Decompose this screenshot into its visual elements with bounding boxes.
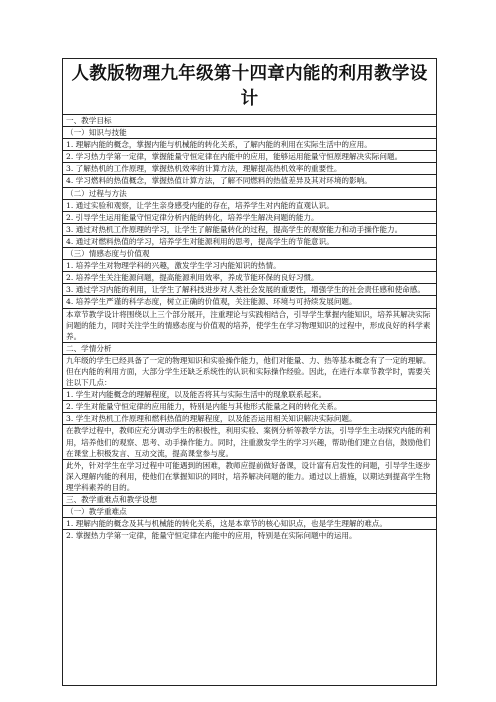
document-line: 1. 理解内能的概念，掌握内能与机械能的转化关系，了解内能的利用在实际生活中的应用。 — [63, 139, 436, 151]
document-line: 2. 引导学生运用能量守恒定律分析内能的转化，培养学生解决问题的能力。 — [63, 212, 436, 224]
document-table — [62, 58, 437, 686]
document-line: 3. 学生对热机工作原理和燃料热值的理解程度，以及能否运用相关知识解决实际问题。 — [63, 413, 436, 425]
document-line: 1. 学生对内能概念的理解程度，以及能否将其与实际生活中的现象联系起来。 — [63, 389, 436, 401]
document-line: 1. 通过实验和观察，让学生亲身感受内能的存在，培养学生对内能的直观认识。 — [63, 200, 436, 212]
document-line: 2. 掌握热力学第一定律，能量守恒定律在内能中的应用，特别是在实际问题中的运用。 — [66, 531, 357, 541]
document-line: 1. 理解内能的概念及其与机械能的转化关系，这是本章节的核心知识点，也是学生理解的难点。 — [63, 518, 436, 530]
document-line: 此外，针对学生在学习过程中可能遇到的困难，教师应提前做好备课，设计富有启发性的问题，引导学生逐步深入理解内能的利用，使他们在掌握知识的同时，培养解决问题的能力。通过以上措施，以期达到提高学生物理学科素养的目的。 — [63, 460, 436, 494]
document-line: 二、学情分析 — [63, 343, 436, 355]
document-body — [63, 115, 436, 541]
document-line: 3. 通过学习内能的利用，让学生了解科技进步对人类社会发展的重要性，增强学生的社会责任感和使命感。 — [63, 284, 436, 296]
document-line: 3. 了解热机的工作原理，掌握热机效率的计算方法，理解提高热机效率的重要性。 — [63, 163, 436, 175]
document-line: 4. 培养学生严谨的科学态度，树立正确的价值观，关注能源、环境与可持续发展问题。 — [63, 296, 436, 308]
document-line: 4. 通过对燃料热值的学习，培养学生对能源利用的思考，提高学生的节能意识。 — [63, 236, 436, 248]
document-line: 2. 学生对能量守恒定律的应用能力，特别是内能与其他形式能量之间的转化关系。 — [63, 401, 436, 413]
document-line: 2. 培养学生关注能源问题，提高能源利用效率，养成节能环保的良好习惯。 — [63, 272, 436, 284]
document-line: 2. 学习热力学第一定律，掌握能量守恒定律在内能中的应用，能够运用能量守恒原理解决实际问题。 — [63, 151, 436, 163]
document-title: 人教版物理九年级第十四章内能的利用教学设计 — [63, 59, 436, 115]
document-line: （一）知识与技能 — [63, 127, 436, 139]
document-line: 4. 学习燃料的热值概念，掌握热值计算方法，了解不同燃料的热值差异及其对环境的影响。 — [63, 175, 436, 187]
document-line: 1. 培养学生对物理学科的兴趣，激发学生学习内能知识的热情。 — [63, 260, 436, 272]
document-line: 九年级的学生已经具备了一定的物理知识和实验操作能力，他们对能量、力、热等基本概念有了一定的理解。但在内能的利用方面，大部分学生还缺乏系统性的认识和实际操作经验。因此，在进行本章节教学时，需要关注以下几点： — [63, 355, 436, 389]
document-line: 三、教学重难点和教学设想 — [63, 494, 436, 506]
document-line: （一）教学重难点 — [63, 506, 436, 518]
document-line: （三）情感态度与价值观 — [63, 248, 436, 260]
document-line: 在教学过程中，教师应充分调动学生的积极性，利用实验、案例分析等教学方法，引导学生主动探究内能的利用，培养他们的观察、思考、动手操作能力。同时，注重激发学生的学习兴趣，帮助他们建立自信，鼓励他们在课堂上积极发言、互动交流，提高课堂参与度。 — [63, 425, 436, 459]
document-line: 一、教学目标 — [63, 115, 436, 127]
document-line: （二）过程与方法 — [63, 188, 436, 200]
document-line: 本章节教学设计将围绕以上三个部分展开，注重理论与实践相结合，引导学生掌握内能知识，培养其解决实际问题的能力，同时关注学生的情感态度与价值观的培养，使学生在学习物理知识的过程中，形成良好的科学素养。 — [63, 309, 436, 343]
document-line: 3. 通过对热机工作原理的学习，让学生了解能量转化的过程，提高学生的观察能力和动手操作能力。 — [63, 224, 436, 236]
